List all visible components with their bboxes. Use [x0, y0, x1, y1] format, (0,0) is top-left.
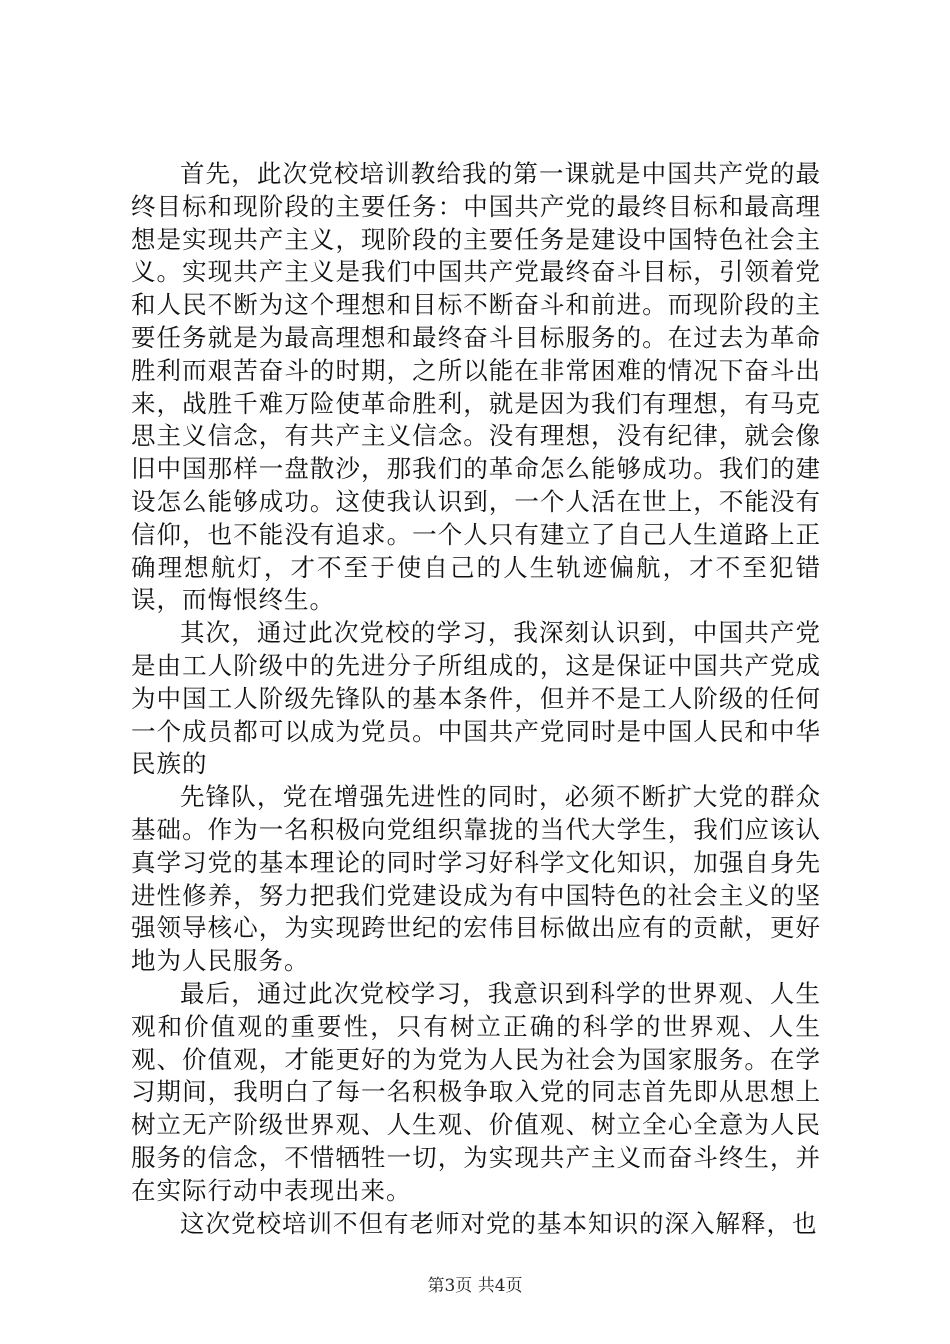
paragraph-4: 最后，通过此次党校学习，我意识到科学的世界观、人生观和价值观的重要性，只有树立正确的科学的世界观、人生观、价值观，才能更好的为党为人民为社会为国家服务。在学习期间，我明白了每一名积极争取入党的同志首先即从思想上树立无产阶级世界观、人生观、价值观、树立全心全意为人民服务的信念，不惜牺牲一切，为实现共产主义而奋斗终生，并在实际行动中表现出来。 — [131, 978, 821, 1205]
paragraph-3: 先锋队，党在增强先进性的同时，必须不断扩大党的群众基础。作为一名积极向党组织靠拢的当代大学生，我们应该认真学习党的基本理论的同时学习好科学文化知识，加强自身先进性修养，努力把我们党建设成为有中国特色的社会主义的坚强领导核心，为实现跨世纪的宏伟目标做出应有的贡献，更好地为人民服务。 — [131, 782, 821, 976]
document-body — [131, 158, 821, 1240]
page-number-footer: 第3页 共4页 — [427, 1276, 523, 1296]
paragraph-5: 这次党校培训不但有老师对党的基本知识的深入解释，也 — [180, 1208, 818, 1238]
paragraph-2: 其次，通过此次党校的学习，我深刻认识到，中国共产党是由工人阶级中的先进分子所组成的，这是保证中国共产党成为中国工人阶级先锋队的基本条件，但并不是工人阶级的任何一个成员都可以成为党员。中国共产党同时是中国人民和中华民族的 — [131, 618, 821, 779]
paragraph-1: 首先，此次党校培训教给我的第一课就是中国共产党的最终目标和现阶段的主要任务：中国共产党的最终目标和最高理想是实现共产主义，现阶段的主要任务是建设中国特色社会主义。实现共产主义是我们中国共产党最终奋斗目标，引领着党和人民不断为这个理想和目标不断奋斗和前进。而现阶段的主要任务就是为最高理想和最终奋斗目标服务的。在过去为革命胜利而艰苦奋斗的时期，之所以能在非常困难的情况下奋斗出来，战胜千难万险使革命胜利，就是因为我们有理想，有马克思主义信念，有共产主义信念。没有理想，没有纪律，就会像旧中国那样一盘散沙，那我们的革命怎么能够成功。我们的建设怎么能够成功。这使我认识到，一个人活在世上，不能没有信仰，也不能没有追求。一个人只有建立了自己人生道路上正确理想航灯，才不至于使自己的人生轨迹偏航，才不至犯错误，而悔恨终生。 — [131, 159, 821, 615]
